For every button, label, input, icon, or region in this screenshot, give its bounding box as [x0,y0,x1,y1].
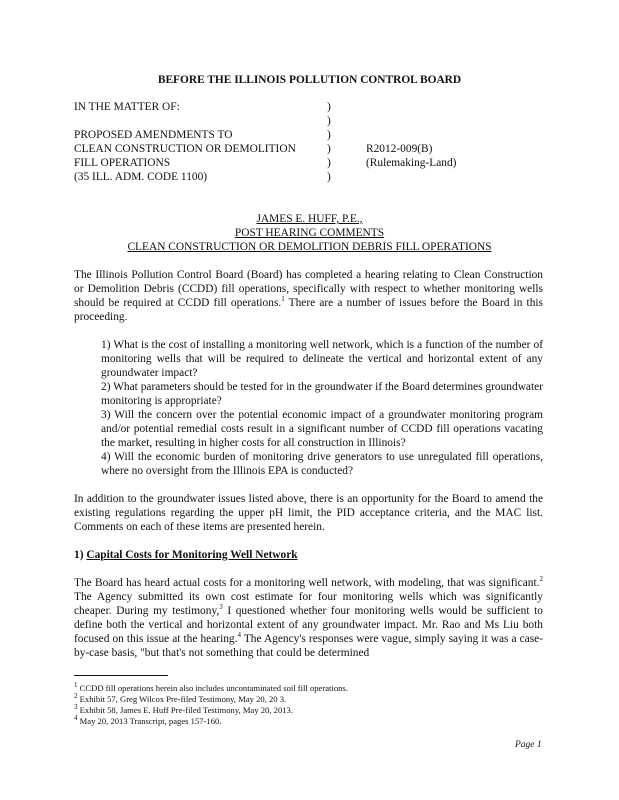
footnote-text: CCDD fill operations herein also includes uncontaminated soil fill operations. [77,683,348,693]
footnote-text: Exhibit 58, James E. Huff Pre-filed Testimony, May 20, 2013. [77,705,293,715]
docket-number: R2012-009(B) [366,143,433,155]
caption-bracket: ) [327,171,331,183]
caption-line: FILL OPERATIONS [74,157,171,169]
footnote [74,705,293,716]
caption-brackets [327,100,331,184]
section1-text-1: The Board has heard actual costs for a monitoring well network, with modeling, that was significant. [74,577,540,589]
intro-paragraph [74,268,543,324]
section1-heading [74,548,298,562]
footnote-number: 1 [74,681,78,690]
section1-text-3: I questioned whether four monitoring wells would be sufficient to define both the vertical and horizontal extent of any groundwater impact. Mr. Rao and Ms Liu both focused on this issue at the hearing. [74,605,543,645]
caption-line: IN THE MATTER OF: [74,101,180,113]
caption-bracket: ) [327,101,331,113]
caption-left [74,100,296,184]
footnote-text: May 20, 2013 Transcript, pages 157-160. [77,716,222,726]
footnote [74,716,221,727]
intro-text: The Illinois Pollution Control Board (Board) has completed a hearing relating to Clean Construction or Demolition Debris (CCDD) fill operations, specifically with respect to whether monitoring wells should be required at CCDD fill operations. [74,269,543,309]
section1-text-2: The Agency submitted its own cost estimate for four monitoring wells which was significantly cheaper. During my testimony, [74,591,543,617]
caption-line: PROPOSED AMENDMENTS TO [74,129,233,141]
footnote [74,683,348,694]
doc-topic: CLEAN CONSTRUCTION OR DEMOLITION DEBRIS FILL OPERATIONS [127,241,492,253]
doc-author: JAMES E. HUFF, P.E., [256,213,363,225]
footnote-ref: 3 [219,603,223,612]
section1-paragraph [74,576,543,660]
page-number: Page 1 [515,740,542,750]
question-item: 2) What parameters should be tested for in the groundwater if the Board determines groundwater monitoring is appropriate? [101,381,543,407]
caption-bracket: ) [327,115,331,127]
caption-line: (35 ILL. ADM. CODE 1100) [74,171,208,183]
footnote-number: 3 [74,703,78,712]
board-title: BEFORE THE ILLINOIS POLLUTION CONTROL BOARD [157,74,462,86]
caption-bracket: ) [327,157,331,169]
section1-text-4: The Agency's responses were vague, simply saying it was a case-by-case basis, "but that's not something that could be determined [74,633,543,659]
section1-title: Capital Costs for Monitoring Well Network [86,549,298,561]
caption-line: CLEAN CONSTRUCTION OR DEMOLITION [74,143,296,155]
question-list [101,338,543,478]
question-item: 1) What is the cost of installing a monitoring well network, which is a function of the number of monitoring wells that will be required to delineate the vertical and horizontal extent of any groundwater impact? [101,339,543,379]
footnote-ref: 4 [237,631,241,640]
caption-line [74,114,296,128]
footnote [74,694,286,705]
doc-subtitle: POST HEARING COMMENTS [234,227,385,239]
docket-type: (Rulemaking-Land) [366,157,457,169]
intro-text-after: There are a number of issues before the Board in this proceeding. [74,297,543,323]
footnote-ref: 1 [281,295,285,304]
footnote-text: Exhibit 57, Greg Wilcox Pre-filed Testimony, May 20, 20 3. [77,694,287,704]
footnote-number: 2 [74,692,78,701]
section1-number: 1) [74,549,84,561]
question-item: 3) Will the concern over the potential economic impact of a groundwater monitoring program and/or potential remedial costs result in a significant number of CCDD fill operations vacating the market, resulting in higher costs for all construction in Illinois? [101,409,543,449]
caption-bracket: ) [327,129,331,141]
footnote-divider [74,675,168,676]
caption-bracket: ) [327,143,331,155]
footnote-number: 4 [74,714,78,723]
question-item: 4) Will the economic burden of monitoring drive generators to use unregulated fill operations, where no oversight from the Illinois EPA is conducted? [101,451,543,477]
footnote-ref: 2 [539,575,543,584]
addition-paragraph: In addition to the groundwater issues listed above, there is an opportunity for the Board to amend the existing regulations regarding the upper pH limit, the PID acceptance criteria, and the MAC list. Comments on each of these items are presented herein. [74,493,543,533]
